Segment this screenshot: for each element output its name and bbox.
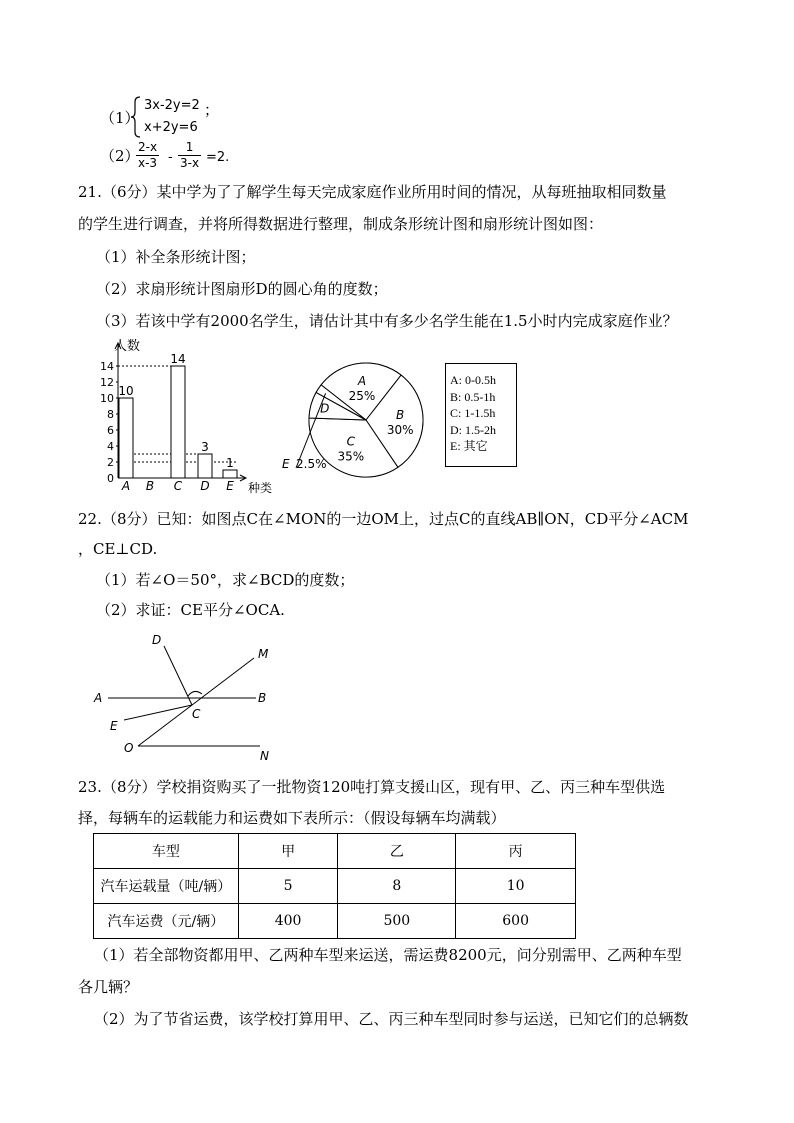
bar-e <box>223 470 237 478</box>
ray-cd <box>164 646 192 705</box>
table-header-cell: 乙 <box>338 834 456 869</box>
category-label-b: B <box>145 479 155 493</box>
q23-subq1-line2: 各几辆？ <box>78 978 139 996</box>
bar-chart-categories <box>121 479 234 493</box>
q20-p2-end: =2. <box>206 150 230 165</box>
q22-subq1: （1）若∠O＝50°，求∠BCD的度数； <box>96 571 355 589</box>
q22-stem-line1: （8分）已知：如图点C在∠MON的一边OM上，过点C的直线AB∥ON，CD平分∠ACM <box>102 510 689 528</box>
q23-subq1-line1: （1）若全部物资都用甲、乙两种车型来运送，需运费8200元，问分别需甲、乙两种车型 <box>94 946 682 964</box>
q23-number: 23. <box>78 778 102 796</box>
q23-stem-line2: 择，每辆车的运载能力和运费如下表所示：（假设每辆车均满载） <box>78 809 506 827</box>
legend-item-c: C: 1-1.5h <box>450 406 496 420</box>
category-label-c: C <box>173 479 183 493</box>
q20-p2-label: （2） <box>100 147 140 165</box>
slice-pct-c: 35% <box>337 449 365 464</box>
legend-item-e: E: 其它 <box>450 439 488 453</box>
label-b: B <box>258 691 267 705</box>
slice-label-b: B <box>396 408 405 423</box>
table-header-cell: 丙 <box>456 834 576 869</box>
q21-subq3: （3）若该中学有2000名学生，请估计其中有多少名学生能在1.5小时内完成家庭作业？ <box>96 312 678 330</box>
table-header-row <box>94 834 576 869</box>
truck-table <box>93 833 576 939</box>
label-e: E <box>110 719 118 733</box>
table-cell: 10 <box>456 869 576 904</box>
q20-frac1-num: 2-x <box>138 140 158 154</box>
q21-stem-line2: 的学生进行调查，并将所得数据进行整理，制成条形统计图和扇形统计图如图： <box>78 215 604 233</box>
category-label-a: A <box>121 479 131 493</box>
slice-label-a: A <box>357 374 367 389</box>
table-row <box>94 904 576 939</box>
table-cell: 600 <box>456 904 576 939</box>
slice-label-c: C <box>346 434 355 449</box>
table-cell: 400 <box>238 904 338 939</box>
brace-icon <box>130 96 142 138</box>
table-cell: 汽车运费（元/辆） <box>94 904 239 939</box>
table-header-cell: 车型 <box>94 834 239 869</box>
legend-item-a: A: 0-0.5h <box>450 373 496 387</box>
q20-frac1 <box>136 140 159 171</box>
bar-chart-yticks <box>100 360 118 485</box>
category-label-d: D <box>200 479 210 493</box>
y-tick-label: 0 <box>107 472 114 485</box>
q23-stem-line1: （8分）学校捐资购买了一批物资120吨打算支援山区，现有甲、乙、丙三种车型供选 <box>102 778 666 796</box>
q21-stem-line1: （6分）某中学为了了解学生每天完成家庭作业所用时间的情况，从每班抽取相同数量 <box>102 183 667 201</box>
q22-subq2: （2）求证：CE平分∠OCA. <box>96 601 285 619</box>
bar-chart-xlabel: 种类 <box>248 481 273 495</box>
pie-chart <box>276 360 442 480</box>
data-label-e: 1 <box>226 456 234 470</box>
label-c: C <box>192 707 201 721</box>
data-label-a: 10 <box>118 384 134 398</box>
slice-pct-b: 30% <box>386 423 414 438</box>
label-m: M <box>258 647 269 661</box>
q20-frac2 <box>178 140 201 171</box>
table-cell: 汽车运载量（吨/辆） <box>94 869 239 904</box>
q20-eq1: 3x-2y=2 <box>144 98 200 113</box>
y-tick-label: 8 <box>107 408 114 421</box>
q20-eq2: x+2y=6 <box>144 120 198 135</box>
category-label-e: E <box>226 479 234 493</box>
q20-frac2-den: 3-x <box>180 156 200 170</box>
y-tick-label: 12 <box>100 376 114 389</box>
slice-pct-a: 25% <box>348 389 376 404</box>
q20-p1-end: ； <box>204 101 220 119</box>
q20-frac1-den: x-3 <box>138 156 158 170</box>
y-tick-label: 2 <box>107 456 114 469</box>
ray-om <box>138 658 254 746</box>
bar-chart <box>88 338 288 496</box>
bar-chart-bars <box>119 366 237 478</box>
y-tick-label: 10 <box>100 392 114 405</box>
q20-frac2-num: 1 <box>178 140 201 156</box>
table-cell: 8 <box>338 869 456 904</box>
y-tick-label: 6 <box>107 424 114 437</box>
table-header-cell: 甲 <box>238 834 338 869</box>
q21-subq2: （2）求扇形统计图扇形D的圆心角的度数； <box>96 280 388 298</box>
bar-chart-ylabel: 人数 <box>114 339 141 354</box>
table-cell: 500 <box>338 904 456 939</box>
legend-item-d: D: 1.5-2h <box>450 422 496 437</box>
slice-pct-e: 2.5% <box>296 457 327 471</box>
table-row <box>94 869 576 904</box>
bar-d <box>198 454 212 478</box>
bar-a <box>119 398 133 478</box>
q22-stem-line2: ，CE⊥CD. <box>78 540 158 558</box>
data-label-c: 14 <box>170 352 186 366</box>
data-label-d: 3 <box>201 440 209 454</box>
q20-p1-label: （1） <box>100 109 140 127</box>
angle-arc <box>188 691 202 696</box>
legend-item-b: B: 0.5-1h <box>450 389 496 404</box>
y-tick-label: 14 <box>100 360 114 373</box>
label-n: N <box>260 749 269 763</box>
pie-legend <box>445 363 517 467</box>
q21-number: 21. <box>78 183 102 201</box>
label-d: D <box>152 633 162 647</box>
slice-label-e: E <box>282 457 290 471</box>
q22-number: 22. <box>78 510 102 528</box>
q21-subq1: （1）补全条形统计图； <box>96 248 256 266</box>
bar-c <box>171 366 185 478</box>
y-tick-label: 4 <box>107 440 114 453</box>
geometry-figure <box>88 628 288 768</box>
label-a: A <box>94 691 103 705</box>
q23-subq2-line1: （2）为了节省运费，该学校打算用甲、乙、丙三种车型同时参与运送，已知它们的总辆数 <box>94 1010 689 1028</box>
q20-minus: - <box>168 150 173 165</box>
table-cell: 5 <box>238 869 338 904</box>
label-o: O <box>124 741 134 755</box>
slice-label-d: D <box>320 401 330 416</box>
